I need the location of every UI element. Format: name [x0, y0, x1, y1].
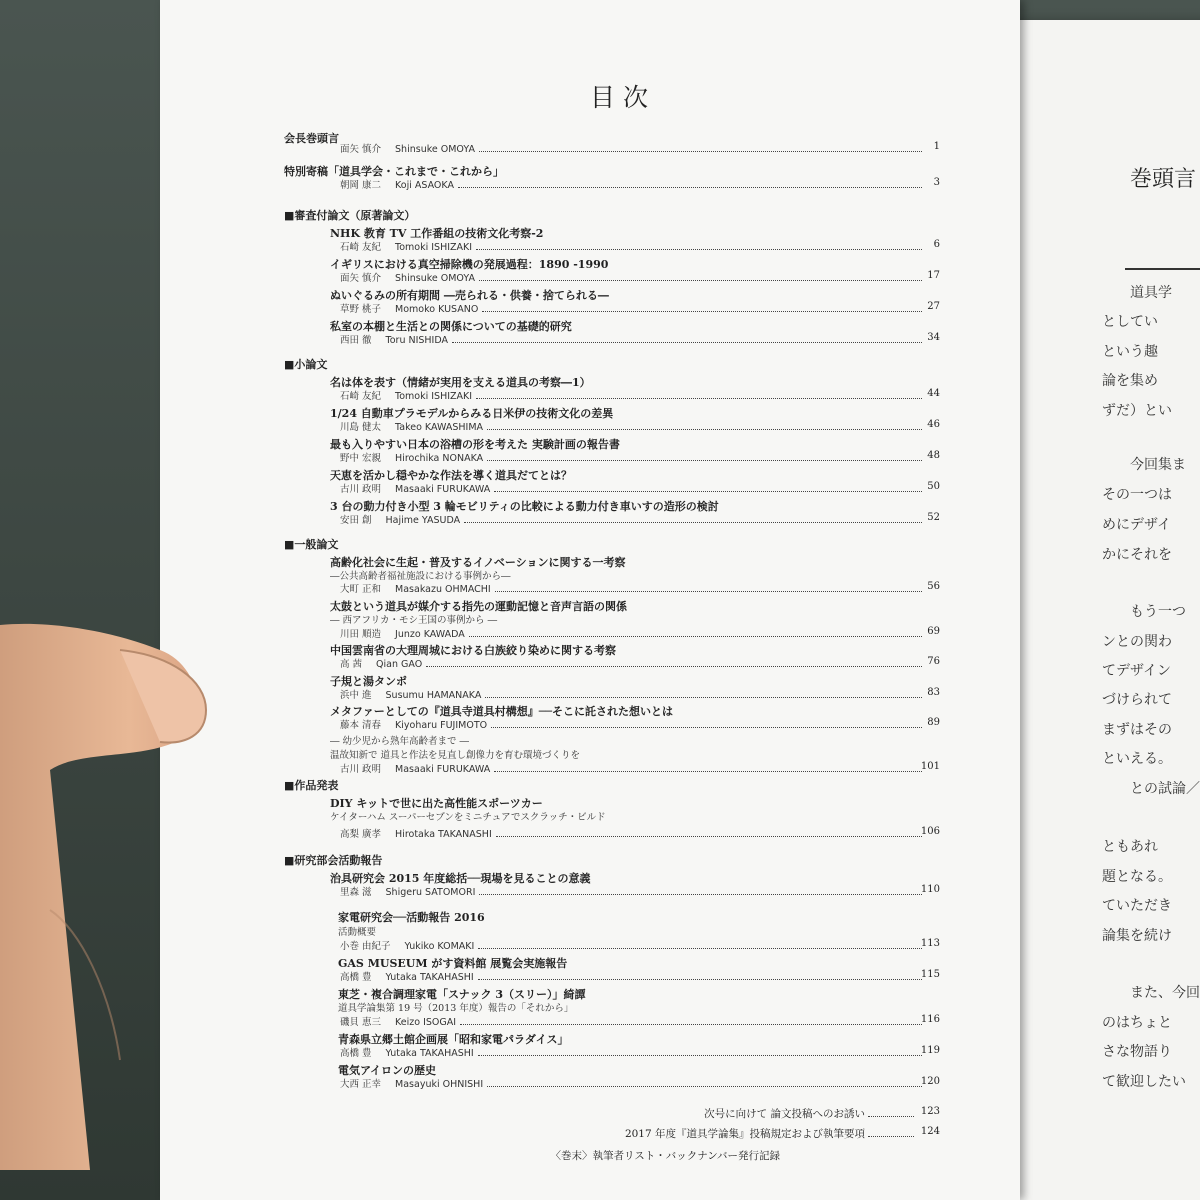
leader-dots: [479, 280, 922, 281]
toc-author: [340, 826, 492, 840]
page-number: 115: [920, 969, 940, 980]
page-number: 56: [927, 581, 940, 592]
toc-author: [340, 1076, 483, 1090]
author-name-ja: 小巻 由紀子: [340, 941, 391, 952]
toc-author: [340, 388, 472, 402]
leader-dots: [487, 1086, 922, 1087]
right-page-line: その一つは: [1102, 487, 1172, 503]
page-number: 1: [933, 141, 940, 152]
author-name-ja: 高梨 廣孝: [340, 829, 382, 840]
toc-subtitle: 温故知新で 道具と作法を見直し創像力を育む環境づくりを: [330, 750, 581, 761]
author-name-en: Momoko KUSANO: [395, 304, 479, 315]
right-page-line: 論を集め: [1102, 373, 1158, 389]
toc-article-title: 最も入りやすい日本の浴槽の形を考えた 実験計画の報告書: [330, 438, 620, 451]
toc-subtitle: ― 幼少児から熟年高齢者まで ―: [330, 736, 470, 747]
toc-article-title: ぬいぐるみの所有期間 ―売られる・供養・捨てられる―: [330, 289, 609, 302]
toc-section-heading: ■小論文: [284, 358, 328, 371]
author-name-en: Hirochika NONAKA: [395, 453, 484, 464]
toc-author: [340, 301, 478, 315]
toc-subtitle: ―公共高齢者福祉施設における事例から―: [330, 571, 511, 582]
right-page-line: としてい: [1102, 314, 1158, 330]
author-name-ja: 西田 徹: [340, 335, 372, 346]
leader-dots: [491, 727, 922, 728]
page-number: 101: [920, 761, 940, 772]
author-name-ja: 浜中 進: [340, 690, 372, 701]
leader-dots: [868, 1136, 914, 1137]
right-page-line: といえる。: [1102, 751, 1172, 767]
author-name-en: Koji ASAOKA: [395, 180, 454, 191]
toc-section-heading: ■審査付論文（原著論文）: [284, 209, 416, 222]
toc-author: [340, 656, 422, 670]
right-page-line: 今回集ま: [1130, 457, 1186, 473]
page-number: 52: [927, 512, 940, 523]
leader-dots: [487, 429, 922, 430]
author-name-ja: 野中 宏親: [340, 453, 382, 464]
toc-author: [340, 481, 490, 495]
leader-dots: [494, 771, 922, 772]
toc-author: [340, 626, 465, 640]
leader-dots: [494, 491, 922, 492]
toc-article-title: 3 台の動力付き小型 3 輪モビリティの比較による動力付き車いすの造形の検討: [330, 500, 719, 513]
page-number: 119: [920, 1045, 940, 1056]
toc-author: [340, 581, 491, 595]
right-page-line: て歓迎したい: [1102, 1074, 1186, 1090]
author-name-ja: 面矢 慎介: [340, 273, 382, 284]
toc-article-title: 家電研究会──活動報告 2016: [338, 911, 485, 924]
page-number: 113: [920, 938, 940, 949]
right-page-line: てデザイン: [1102, 663, 1172, 679]
author-name-ja: 安田 創: [340, 515, 372, 526]
toc-article-title: 天恵を活かし穏やかな作法を導く道具だてとは？: [330, 469, 572, 482]
author-name-en: Yukiko KOMAKI: [404, 941, 475, 952]
author-name-en: Tomoki ISHIZAKI: [395, 242, 473, 253]
author-name-ja: 石崎 友紀: [340, 391, 382, 402]
author-name-en: Toru NISHIDA: [385, 335, 449, 346]
right-page-rule: [1125, 268, 1200, 270]
toc-author: [340, 969, 474, 983]
toc-subtitle: ケイターハム スーパーセブンをミニチュアでスクラッチ・ビルド: [330, 812, 606, 823]
toc-author: [340, 239, 472, 253]
page-number: 76: [927, 656, 940, 667]
right-page-line: づけられて: [1102, 692, 1172, 708]
author-name-ja: 朝岡 康二: [340, 180, 382, 191]
right-page-line: という趣: [1102, 344, 1158, 360]
author-name-en: Masaaki FURUKAWA: [395, 484, 491, 495]
right-page-line: のはちょと: [1102, 1015, 1172, 1031]
author-name-ja: 高 茜: [340, 659, 363, 670]
page-number: 110: [920, 884, 940, 895]
page-number: 120: [920, 1076, 940, 1087]
toc-section-heading: ■作品発表: [284, 779, 339, 792]
toc-article-title: 東芝・複合調理家電「スナック 3（スリー）」綺譚: [338, 988, 586, 1001]
page-number: 124: [920, 1126, 940, 1137]
toc-subtitle: ― 西アフリカ・モシ王国の事例から ―: [330, 615, 498, 626]
toc-article-title: イギリスにおける真空掃除機の発展過程：1890 -1990: [330, 258, 609, 271]
toc-article-title: GAS MUSEUM がす資料館 展覧会実施報告: [338, 957, 568, 970]
page-number: 46: [927, 419, 940, 430]
right-page-title: 巻頭言: [1130, 167, 1197, 192]
author-name-en: Qian GAO: [376, 659, 423, 670]
leader-dots: [476, 249, 922, 250]
toc-section-heading: 会長巻頭言: [284, 132, 339, 145]
toc-subtitle: 活動概要: [338, 927, 377, 938]
author-name-en: Masayuki OHNISHI: [395, 1079, 484, 1090]
toc-page: [160, 0, 1020, 1200]
leader-dots: [458, 187, 922, 188]
page-number: 44: [927, 388, 940, 399]
right-page-line: さな物語り: [1102, 1044, 1172, 1060]
right-page-line: ずだ）とい: [1102, 403, 1172, 419]
leader-dots: [495, 591, 922, 592]
page-number: 34: [927, 332, 940, 343]
page-number: 116: [920, 1014, 940, 1025]
author-name-ja: 磯貝 恵三: [340, 1017, 382, 1028]
toc-author: [340, 270, 475, 284]
toc-title: 目次: [590, 83, 657, 112]
toc-article-title: 電気アイロンの歴史: [338, 1064, 437, 1077]
author-name-ja: 面矢 慎介: [340, 144, 382, 155]
page-number: 48: [927, 450, 940, 461]
author-name-en: Keizo ISOGAI: [395, 1017, 457, 1028]
right-page-line: まずはその: [1102, 722, 1172, 738]
toc-article-title: DIY キットで世に出た高性能スポーツカー: [330, 797, 543, 810]
leader-dots: [868, 1116, 914, 1117]
author-name-en: Yutaka TAKAHASHI: [385, 972, 474, 983]
page-number: 6: [933, 239, 940, 250]
author-name-ja: 草野 桃子: [340, 304, 382, 315]
author-name-en: Takeo KAWASHIMA: [395, 422, 484, 433]
author-name-en: Kiyoharu FUJIMOTO: [395, 720, 488, 731]
leader-dots: [478, 979, 922, 980]
page-number: 106: [920, 826, 940, 837]
author-name-en: Masaaki FURUKAWA: [395, 764, 491, 775]
author-name-ja: 川島 健太: [340, 422, 382, 433]
author-name-en: Shinsuke OMOYA: [395, 144, 475, 155]
toc-author: [340, 761, 490, 775]
page-number: 123: [920, 1106, 940, 1117]
author-name-en: Tomoki ISHIZAKI: [395, 391, 473, 402]
toc-section-heading: 特別寄稿「道具学会・これまで・これから」: [284, 165, 504, 178]
right-page-line: もう一つ: [1130, 604, 1186, 620]
toc-subtitle: 道具学論集第 19 号（2013 年度）報告の「それから」: [338, 1003, 574, 1014]
leader-dots: [469, 636, 922, 637]
leader-dots: [478, 948, 922, 949]
author-name-ja: 川田 順造: [340, 629, 382, 640]
toc-article-title: 中国雲南省の大理周城における白族絞り染めに関する考察: [330, 644, 616, 657]
toc-article-title: NHK 教育 TV 工作番組の技術文化考察-2: [330, 227, 544, 240]
toc-article-title: 治具研究会 2015 年度総括──現場を見ることの意義: [330, 872, 591, 885]
toc-footer-item: 2017 年度『道具学論集』投稿規定および執筆要項: [624, 1128, 865, 1140]
right-page-line: ンとの関わ: [1102, 634, 1172, 650]
author-name-en: Shigeru SATOMORI: [385, 887, 476, 898]
right-page-line: めにデザイ: [1102, 517, 1172, 533]
page-number: 3: [933, 177, 940, 188]
right-page-line: 道具学: [1130, 285, 1172, 301]
toc-footer-item: 〈巻末〉執筆者リスト・バックナンバー発行記録: [550, 1150, 780, 1162]
toc-article-title: 名は体を表す（情緒が実用を支える道具の考察―1）: [330, 376, 591, 389]
right-page-line: ていただき: [1102, 898, 1172, 914]
toc-article-title: 太鼓という道具が媒介する指先の運動記憶と音声言語の関係: [330, 600, 627, 613]
author-name-en: Hirotaka TAKANASHI: [395, 829, 492, 840]
author-name-ja: 古川 政明: [340, 764, 382, 775]
right-page-line: 題となる。: [1102, 869, 1172, 885]
leader-dots: [482, 311, 922, 312]
toc-article-title: 1/24 自動車プラモデルからみる日米伊の技術文化の差異: [330, 407, 614, 420]
toc-section-heading: ■研究部会活動報告: [284, 854, 383, 867]
author-name-en: Junzo KAWADA: [395, 629, 465, 640]
page-number: 89: [927, 717, 940, 728]
hand-photo: [0, 610, 230, 1170]
leader-dots: [426, 666, 922, 667]
author-name-ja: 高橋 豊: [340, 972, 372, 983]
page-number: 83: [927, 687, 940, 698]
author-name-en: Masakazu OHMACHI: [395, 584, 491, 595]
toc-author: [340, 177, 454, 191]
right-page-line: との試論／: [1130, 781, 1200, 797]
toc-author: [340, 884, 475, 898]
author-name-en: Shinsuke OMOYA: [395, 273, 475, 284]
toc-author: [340, 141, 475, 155]
leader-dots: [487, 460, 922, 461]
toc-author: [340, 717, 487, 731]
author-name-ja: 高橋 豊: [340, 1048, 372, 1059]
toc-article-title: 子規と湯タンポ: [330, 675, 407, 688]
toc-article-title: 高齢化社会に生起・普及するイノベーションに関する一考察: [330, 556, 626, 569]
author-name-en: Yutaka TAKAHASHI: [385, 1048, 474, 1059]
leader-dots: [496, 836, 922, 837]
leader-dots: [479, 894, 922, 895]
toc-footer-item: 次号に向けて 論文投稿へのお誘い: [704, 1108, 865, 1120]
right-page: [1010, 20, 1200, 1200]
leader-dots: [460, 1024, 922, 1025]
leader-dots: [478, 1055, 922, 1056]
page-number: 50: [927, 481, 940, 492]
leader-dots: [479, 151, 922, 152]
toc-author: [340, 332, 448, 346]
right-page-line: 論集を続け: [1102, 928, 1172, 944]
toc-author: [340, 687, 481, 701]
right-page-line: かにそれを: [1102, 547, 1172, 563]
toc-author: [340, 419, 483, 433]
page-number: 17: [927, 270, 940, 281]
toc-author: [340, 450, 483, 464]
author-name-ja: 大西 正幸: [340, 1079, 382, 1090]
author-name-ja: 大町 正和: [340, 584, 382, 595]
author-name-ja: 古川 政明: [340, 484, 382, 495]
page-number: 69: [927, 626, 940, 637]
toc-author: [340, 1045, 474, 1059]
toc-article-title: 私室の本棚と生活との関係についての基礎的研究: [330, 320, 572, 333]
page-number: 27: [927, 301, 940, 312]
toc-author: [340, 938, 474, 952]
author-name-ja: 石崎 友紀: [340, 242, 382, 253]
right-page-line: また、今回: [1130, 985, 1200, 1001]
toc-article-title: 青森県立郷土館企画展「昭和家電パラダイス」: [338, 1033, 569, 1046]
leader-dots: [464, 522, 922, 523]
author-name-en: Hajime YASUDA: [385, 515, 461, 526]
author-name-ja: 里森 滋: [340, 887, 372, 898]
leader-dots: [476, 398, 922, 399]
author-name-en: Susumu HAMANAKA: [385, 690, 482, 701]
leader-dots: [452, 342, 922, 343]
right-page-line: ともあれ: [1102, 839, 1158, 855]
author-name-ja: 藤本 清春: [340, 720, 382, 731]
toc-author: [340, 512, 460, 526]
leader-dots: [485, 697, 922, 698]
toc-article-title: メタファーとしての『道具寺道具村構想』──そこに託された想いとは: [330, 705, 674, 718]
toc-author: [340, 1014, 456, 1028]
toc-section-heading: ■一般論文: [284, 538, 339, 551]
